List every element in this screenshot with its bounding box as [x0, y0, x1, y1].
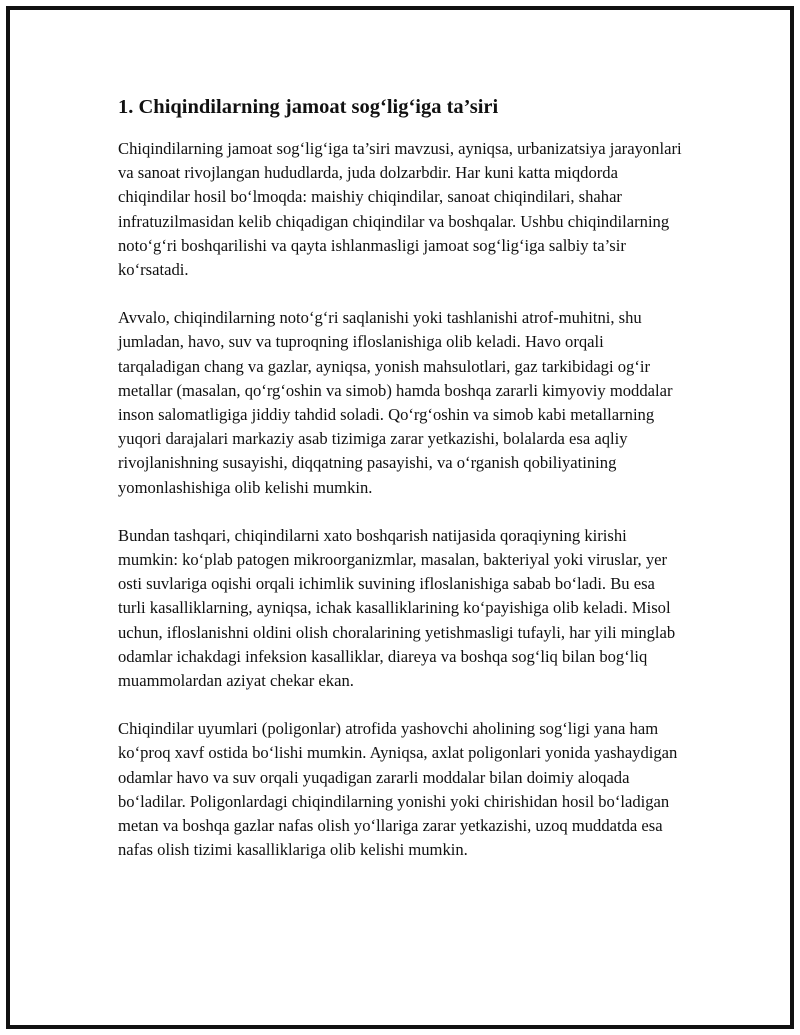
- section-heading: 1. Chiqindilarning jamoat sog‘lig‘iga ta’siri: [118, 96, 499, 118]
- paragraph-pathogens: Bundan tashqari, chiqindilarni xato boshqarish natijasida qoraqiyning kirishi mumkin: ko‘plab patogen mikroorganizmlar, masalan, bakteriyal yoki viruslar, yer osti suvlariga oqishi orqali ichimlik suvining ifloslanishiga sabab bo‘ladi. Bu esa turli kasalliklarning, ayniqsa, ichak kasalliklarining ko‘payishiga olib keladi. Misol uchun, ifloslanishni oldini olish choralarining yetishmasligi tufayli, har yili minglab odamlar ichakdagi infeksion kasalliklar, diareya va boshqa sog‘liq bilan bog‘liq muammolardan aziyat chekar ekan.: [118, 525, 676, 691]
- paragraph-landfills: Chiqindilar uyumlari (poligonlar) atrofida yashovchi aholining sog‘ligi yana ham ko‘proq xavf ostida bo‘lishi mumkin. Ayniqsa, axlat poligonlari yonida yashaydigan odamlar havo va suv orqali yuqadigan zararli moddalar bilan doimiy aloqada bo‘ladilar. Poligonlardagi chiqindilarning yonishi yoki chirishidan hosil bo‘ladigan metan va boshqa gazlar nafas olish yo‘llariga zarar yetkazishi, uzoq muddatda esa nafas olish tizimi kasalliklariga olib kelishi mumkin.: [118, 719, 678, 860]
- document-body: [118, 93, 684, 886]
- paragraph-intro: Chiqindilarning jamoat sog‘lig‘iga ta’siri mavzusi, ayniqsa, urbanizatsiya jarayonlari va sanoat rivojlangan hududlarda, juda dolzarbdir. Har kuni katta miqdorda chiqindilar hosil bo‘lmoqda: maishiy chiqindilar, sanoat chiqindilari, shahar infratuzilmasidan kelib chiqadigan chiqindilar va boshqalar. Ushbu chiqindilarning noto‘g‘ri boshqarilishi va qayta ishlanmasligi jamoat sog‘lig‘iga salbiy ta’sir ko‘rsatadi.: [118, 139, 682, 280]
- paragraph-pollution: Avvalo, chiqindilarning noto‘g‘ri saqlanishi yoki tashlanishi atrof-muhitni, shu jumladan, havo, suv va tuproqning ifloslanishiga olib keladi. Havo orqali tarqaladigan chang va gazlar, ayniqsa, yonish mahsulotlari, gaz tarkibidagi og‘ir metallar (masalan, qo‘rg‘oshin va simob) hamda boshqa zararli kimyoviy moddalar inson salomatligiga jiddiy tahdid soladi. Qo‘rg‘oshin va simob kabi metallarning yuqori darajalari markaziy asab tizimiga zarar yetkazishi, bolalarda esa aqliy rivojlanishning susayishi, diqqatning pasayishi, va o‘rganish qobiliyatining yomonlashishiga olib kelishi mumkin.: [118, 308, 673, 497]
